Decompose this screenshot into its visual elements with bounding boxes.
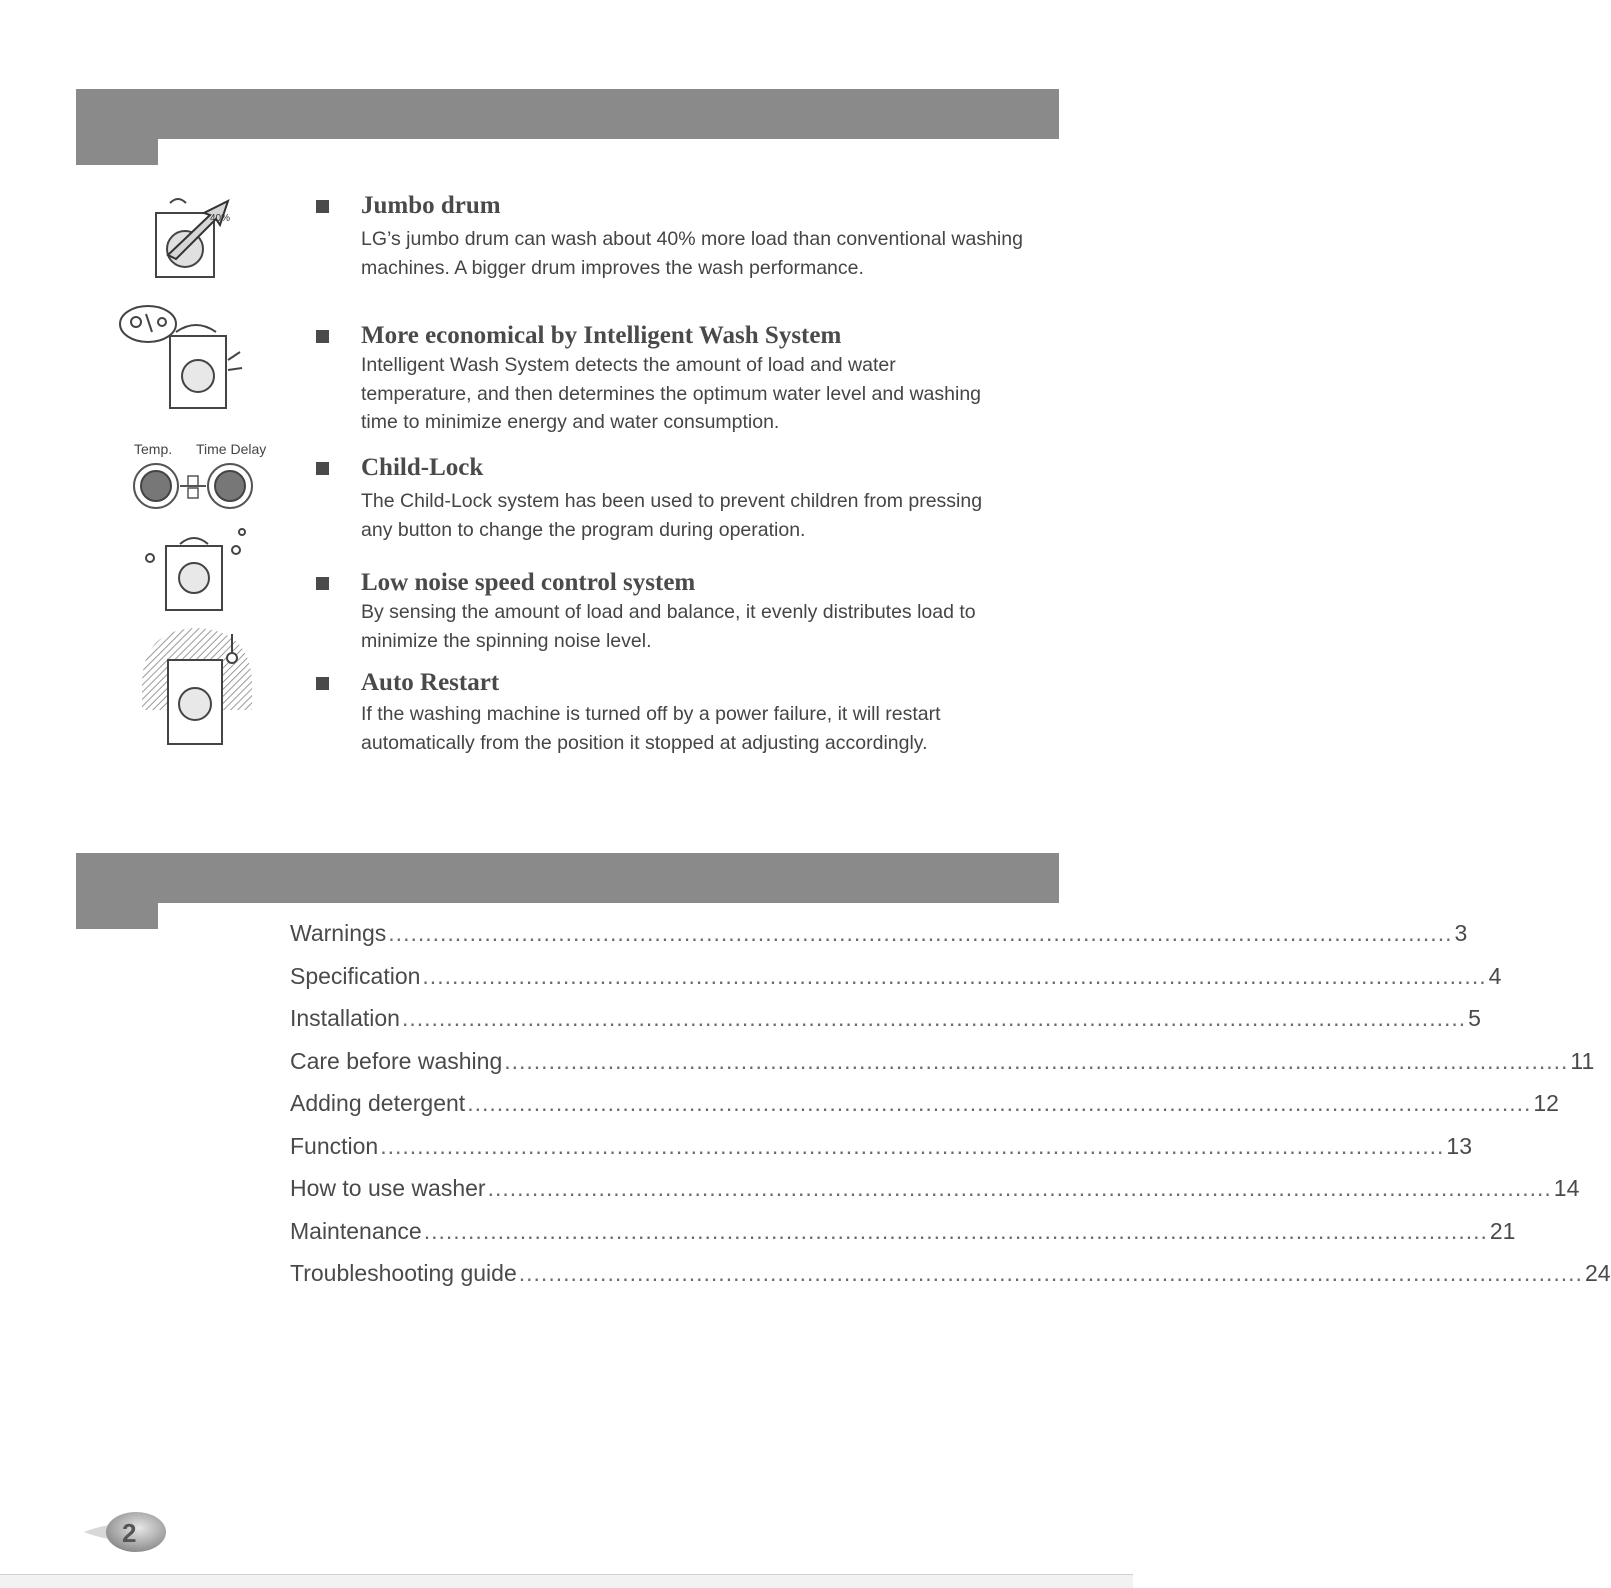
page-number-badge xyxy=(84,1494,174,1554)
toc-page-number: 12 xyxy=(1533,1090,1559,1116)
low-noise-illustration xyxy=(140,528,252,614)
bullet-icon xyxy=(316,200,329,213)
auto-restart-illustration xyxy=(136,620,258,748)
feature-title: Jumbo drum xyxy=(361,192,501,219)
toc-page-number: 4 xyxy=(1488,962,1502,989)
time-delay-label: Time Delay xyxy=(196,441,267,457)
toc-page-number: 11 xyxy=(1570,1047,1595,1074)
feature-intelligent-wash xyxy=(316,321,1036,437)
toc-entry-maintenance[interactable] xyxy=(290,1217,1516,1261)
toc-entry-specification[interactable] xyxy=(290,962,1502,1006)
toc-page-number: 24 xyxy=(1584,1260,1611,1286)
child-lock-buttons-illustration xyxy=(124,436,270,520)
feature-description: The Child-Lock system has been used to prevent children from pressing any button to change the program during operation. xyxy=(361,490,983,541)
feature-description: By sensing the amount of load and balance, it evenly distributes load to minimize the spinning noise level. xyxy=(361,601,976,652)
table-of-contents xyxy=(290,920,1611,1303)
toc-leader-dots: ................................................................................................................................................ xyxy=(487,1175,1552,1201)
bullet-icon xyxy=(316,330,329,343)
toc-label: Troubleshooting guide xyxy=(290,1260,517,1286)
toc-entry-care-before-washing[interactable] xyxy=(290,1047,1595,1091)
toc-entry-how-to-use-washer[interactable] xyxy=(290,1175,1580,1218)
toc-label: Specification xyxy=(290,962,421,989)
toc-label: Care before washing xyxy=(290,1047,503,1074)
toc-label: Installation xyxy=(290,1005,400,1031)
toc-label: Adding detergent xyxy=(290,1090,466,1116)
feature-description: LG’s jumbo drum can wash about 40% more load than conventional washing machines. A bigger drum improves the wash performance. xyxy=(361,228,1023,279)
toc-entry-function[interactable] xyxy=(290,1132,1472,1176)
bullet-icon xyxy=(316,462,329,475)
bullet-icon xyxy=(316,677,329,690)
toc-entry-installation[interactable] xyxy=(290,1005,1481,1048)
toc-entry-troubleshooting-guide[interactable] xyxy=(290,1260,1611,1303)
jumbo-drum-illustration xyxy=(148,193,240,285)
toc-page-number: 3 xyxy=(1454,920,1468,946)
page-bottom-edge xyxy=(0,1574,1133,1588)
toc-leader-dots: ................................................................................................................................................ xyxy=(422,962,1487,989)
feature-title: Low noise speed control system xyxy=(361,569,696,596)
toc-page-number: 13 xyxy=(1446,1132,1472,1159)
feature-description: If the washing machine is turned off by a power failure, it will restart automatically from the position it stopped at adjusting accordingly. xyxy=(361,703,941,754)
feature-low-noise xyxy=(316,568,1036,655)
features-header-band xyxy=(76,89,1059,139)
contents-header-tab xyxy=(76,903,158,929)
bullet-icon xyxy=(316,577,329,590)
toc-page-number: 21 xyxy=(1489,1217,1516,1244)
feature-description: Intelligent Wash System detects the amount of load and water temperature, and then determines the optimum water level and washing time to minimize energy and water consumption. xyxy=(361,354,982,433)
temp-label: Temp. xyxy=(134,441,173,457)
intelligent-wash-illustration xyxy=(116,300,246,412)
toc-leader-dots: ................................................................................................................................................ xyxy=(380,1132,1445,1159)
toc-leader-dots: ................................................................................................................................................ xyxy=(467,1090,1532,1116)
feature-jumbo-drum xyxy=(316,191,1036,282)
feature-title: Auto Restart xyxy=(361,669,500,696)
feature-title: More economical by Intelligent Wash System xyxy=(361,322,842,349)
toc-label: Function xyxy=(290,1132,379,1159)
toc-leader-dots: ................................................................................................................................................ xyxy=(423,1217,1488,1244)
jumbo-percent-text: 40% xyxy=(210,213,231,224)
toc-label: Maintenance xyxy=(290,1217,422,1244)
toc-entry-warnings[interactable] xyxy=(290,920,1468,963)
features-header-tab xyxy=(76,139,158,165)
feature-auto-restart xyxy=(316,668,1036,757)
toc-label: How to use washer xyxy=(290,1175,486,1201)
toc-entry-adding-detergent[interactable] xyxy=(290,1090,1559,1133)
toc-leader-dots: ................................................................................................................................................ xyxy=(518,1260,1583,1286)
feature-child-lock xyxy=(316,453,1036,544)
toc-label: Warnings xyxy=(290,920,387,946)
toc-leader-dots: ................................................................................................................................................ xyxy=(401,1005,1467,1031)
page-number-text: 2 xyxy=(122,1518,137,1548)
toc-page-number: 14 xyxy=(1553,1175,1580,1201)
toc-page-number: 5 xyxy=(1468,1005,1481,1031)
contents-header-band xyxy=(76,853,1059,903)
toc-leader-dots: ................................................................................................................................................ xyxy=(504,1047,1569,1074)
feature-title: Child-Lock xyxy=(361,454,484,481)
toc-leader-dots: ................................................................................................................................................ xyxy=(388,920,1453,946)
